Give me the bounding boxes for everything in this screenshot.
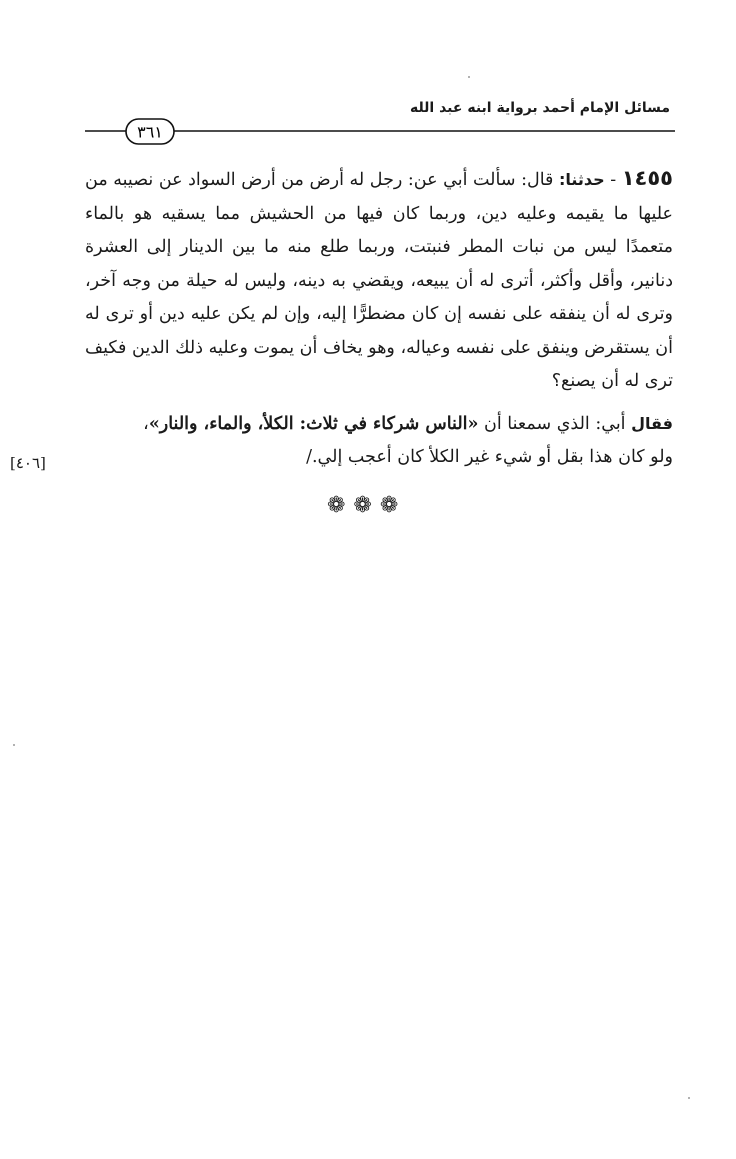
- answer-paragraph: [85, 407, 673, 475]
- entry-question: قال: سألت أبي عن: رجل له أرض من أرض السواد عن نصيبه من عليها ما يقيمه وعليه دين، وربما كان فيها من الحشيش مما يسقيه هو بالماء متعمدًا ليس من نبات المطر فنبتت، وربما طلع منه ما بين الدينار إلى العشرة دنانير، وأقل وأكثر، أترى له أن يبيعه، ويقضي به دينه، وليس له حيلة من وجه آخر، وترى له أن ينفقه على نفسه إن كان مضطرًّا إليه، وإن لم يكن عليه دين أو ترى له أن يستقرض وينفق على نفسه وعياله، وهو يخاف أن يموت وعليه ذلك الدين فكيف ترى له أن يصنع؟: [85, 170, 673, 391]
- page-number: ٣٦١: [137, 122, 163, 142]
- entry-dash: -: [604, 170, 622, 190]
- scan-speck: [13, 744, 15, 746]
- running-title: مسائل الإمام أحمد برواية ابنه عبد الله: [409, 100, 670, 116]
- header-rule: [85, 112, 675, 156]
- scan-speck: [468, 76, 470, 78]
- hadith-quote: «الناس شركاء في ثلاث: الكلأ، والماء، والنار»: [148, 413, 479, 434]
- page-number-frame: [85, 112, 675, 152]
- scan-speck: [688, 1097, 690, 1099]
- answer-line-2: ولو كان هذا بقل أو شيء غير الكلأ كان أعجب إلي./: [306, 447, 673, 467]
- answer-line-1: [85, 407, 673, 442]
- answer-lead: أبي: الذي سمعنا أن: [478, 413, 632, 434]
- margin-reference: [٤٠٦]: [10, 454, 46, 472]
- answer-intro: فقال: [631, 413, 673, 433]
- answer-comma: ،: [143, 413, 149, 434]
- entry-intro: حدثنا:: [558, 170, 605, 189]
- entry-number: ١٤٥٥: [621, 166, 673, 190]
- ornament-separator: ❁❁❁: [327, 493, 407, 518]
- entry-paragraph: [85, 162, 673, 399]
- main-text: [85, 162, 673, 475]
